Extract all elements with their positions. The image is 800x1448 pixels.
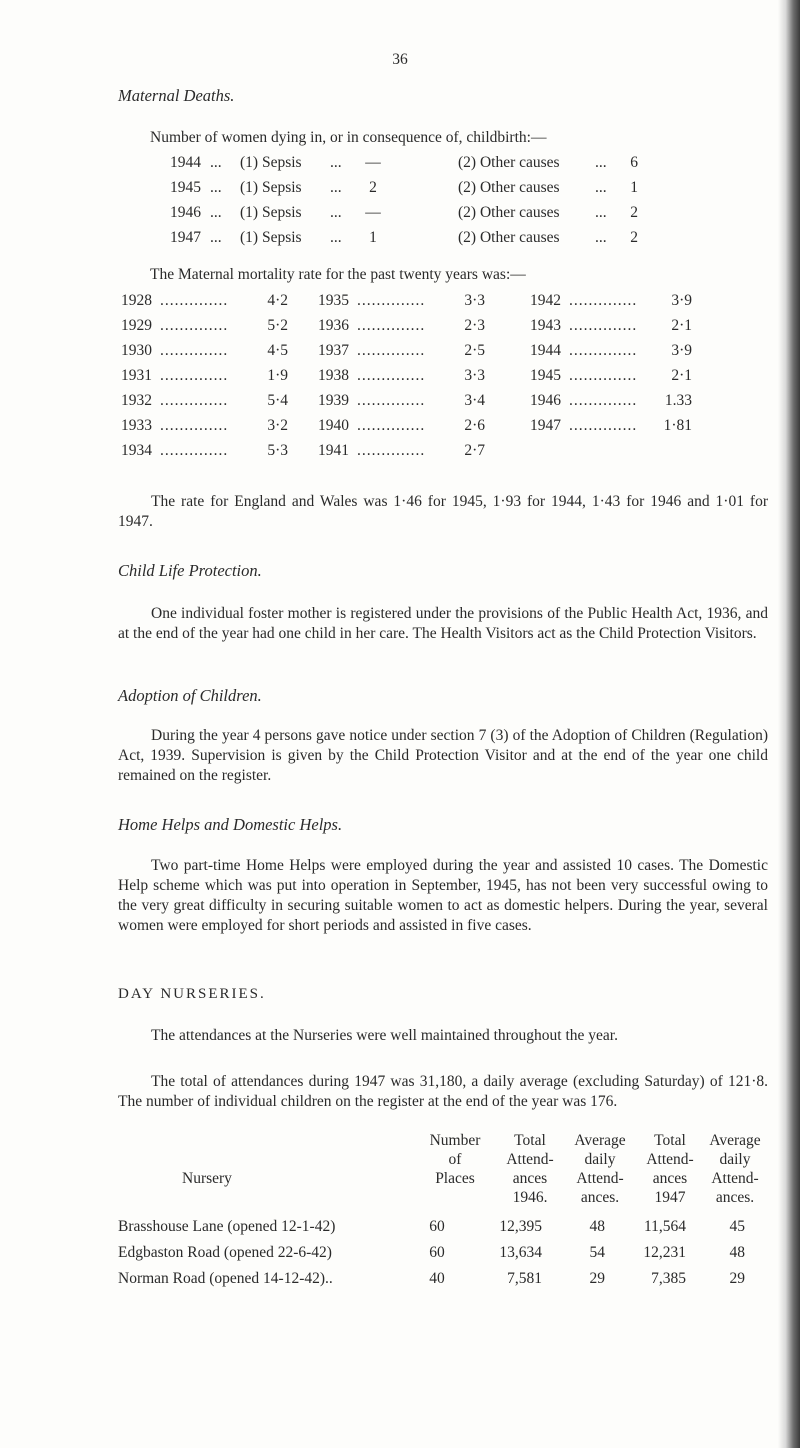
total-1946: 13,634 bbox=[499, 1244, 542, 1261]
other-label: (2) Other causes bbox=[458, 204, 560, 221]
avg-1946: 29 bbox=[589, 1270, 605, 1287]
other-label: (2) Other causes bbox=[458, 154, 560, 171]
sepsis-label: (1) Sepsis bbox=[240, 179, 302, 196]
england-wales-rate: The rate for England and Wales was 1·46 for 1945, 1·93 for 1944, 1·43 for 1946 and 1·01 for 1947. bbox=[118, 493, 768, 530]
header-places: Places bbox=[435, 1170, 475, 1187]
rate-year: 1931 bbox=[121, 367, 152, 384]
rate-year: 1939 bbox=[318, 392, 349, 409]
rate-year: 1934 bbox=[121, 442, 152, 459]
avg-1947: 48 bbox=[729, 1244, 745, 1261]
rate-year: 1933 bbox=[121, 417, 152, 434]
rate-value: 3·3 bbox=[464, 367, 485, 384]
leader: ... bbox=[330, 204, 342, 221]
adoption-text: During the year 4 persons gave notice under section 7 (3) of the Adoption of Children (Regulation) Act, 1939. Supervision is given by the Child Protection Visitor and at the end of the year one child remained on the register. bbox=[118, 727, 768, 784]
rate-year: 1943 bbox=[530, 317, 561, 334]
total-1947: 7,385 bbox=[651, 1270, 686, 1287]
leader: ... bbox=[595, 229, 607, 246]
scanned-page-edge bbox=[778, 0, 800, 1448]
header-total-1947: Attend- bbox=[646, 1151, 694, 1168]
leader: .............. bbox=[569, 317, 638, 334]
header-total-1947: Total bbox=[654, 1132, 686, 1149]
leader: ... bbox=[595, 204, 607, 221]
sepsis-label: (1) Sepsis bbox=[240, 229, 302, 246]
nursery-name: Brasshouse Lane (opened 12-1-42) bbox=[118, 1218, 336, 1235]
header-avg-1947: Attend- bbox=[711, 1170, 759, 1187]
header-total-1946: 1946. bbox=[512, 1189, 548, 1206]
leader: .............. bbox=[357, 442, 426, 459]
leader: .............. bbox=[569, 292, 638, 309]
avg-1946: 54 bbox=[589, 1244, 605, 1261]
header-total-1946: ances bbox=[512, 1170, 548, 1187]
rate-value: 4·2 bbox=[267, 292, 288, 309]
day-nurseries-heading: DAY NURSERIES. bbox=[118, 986, 266, 1002]
year: 1946 bbox=[170, 204, 201, 221]
leader: ... bbox=[595, 179, 607, 196]
sepsis-label: (1) Sepsis bbox=[240, 204, 302, 221]
avg-1946: 48 bbox=[589, 1218, 605, 1235]
rate-value: 5·3 bbox=[267, 442, 288, 459]
total-1946: 7,581 bbox=[507, 1270, 542, 1287]
other-value: 2 bbox=[630, 229, 638, 246]
rate-year: 1929 bbox=[121, 317, 152, 334]
leader: .............. bbox=[357, 292, 426, 309]
total-1947: 11,564 bbox=[643, 1218, 686, 1235]
rate-year: 1936 bbox=[318, 317, 349, 334]
day-nurseries-para2: The total of attendances during 1947 was 31,180, a daily average (excluding Saturday) of 121·8. The number of individual children on the register at the end of the year was 176. bbox=[118, 1073, 768, 1110]
leader: ... bbox=[330, 229, 342, 246]
leader: .............. bbox=[357, 417, 426, 434]
leader: .............. bbox=[160, 292, 229, 309]
places: 40 bbox=[429, 1270, 445, 1287]
rate-value: 1·81 bbox=[663, 417, 692, 434]
leader: .............. bbox=[160, 367, 229, 384]
header-avg-1947: daily bbox=[719, 1151, 751, 1168]
header-avg-1946: ances. bbox=[580, 1189, 620, 1206]
rate-value: 3·3 bbox=[464, 292, 485, 309]
rate-year: 1937 bbox=[318, 342, 349, 359]
avg-1947: 45 bbox=[729, 1218, 745, 1235]
other-label: (2) Other causes bbox=[458, 229, 560, 246]
leader: ... bbox=[330, 179, 342, 196]
header-places: Number bbox=[429, 1132, 481, 1149]
rate-year: 1946 bbox=[530, 392, 561, 409]
places: 60 bbox=[429, 1218, 445, 1235]
leader: ... bbox=[210, 179, 222, 196]
rate-value: 5·4 bbox=[267, 392, 288, 409]
sepsis-value: 1 bbox=[369, 229, 377, 246]
sepsis-label: (1) Sepsis bbox=[240, 154, 302, 171]
total-1946: 12,395 bbox=[499, 1218, 542, 1235]
leader: ... bbox=[595, 154, 607, 171]
leader: .............. bbox=[357, 317, 426, 334]
rate-year: 1930 bbox=[121, 342, 152, 359]
leader: .............. bbox=[357, 342, 426, 359]
header-avg-1946: Average bbox=[574, 1132, 626, 1149]
rate-year: 1928 bbox=[121, 292, 152, 309]
rate-year: 1945 bbox=[530, 367, 561, 384]
sepsis-value: 2 bbox=[369, 179, 377, 196]
sepsis-value: — bbox=[365, 154, 381, 171]
mortality-rate-intro: The Maternal mortality rate for the past twenty years was:— bbox=[150, 266, 526, 283]
year: 1945 bbox=[170, 179, 201, 196]
nursery-name: Norman Road (opened 14-12-42).. bbox=[118, 1270, 333, 1287]
rate-value: 1.33 bbox=[664, 392, 692, 409]
avg-1947: 29 bbox=[729, 1270, 745, 1287]
maternal-deaths-intro: Number of women dying in, or in consequence of, childbirth:— bbox=[150, 129, 547, 146]
header-places: of bbox=[448, 1151, 462, 1168]
home-helps-text: Two part-time Home Helps were employed during the year and assisted 10 cases. The Domestic Help scheme which was put into operation in September, 1945, has not been very successful owing to the very great difficulty in securing suitable women to act as domestic helpers. During the year, several women were employed for short periods and assisted in five cases. bbox=[118, 857, 768, 934]
child-life-text: One individual foster mother is registered under the provisions of the Public Health Act, 1936, and at the end of the year had one child in her care. The Health Visitors act as the Child Protection Visitors. bbox=[118, 605, 768, 642]
rate-value: 2·1 bbox=[671, 367, 692, 384]
leader: .............. bbox=[569, 417, 638, 434]
home-helps-heading: Home Helps and Domestic Helps. bbox=[118, 815, 343, 834]
rate-year: 1940 bbox=[318, 417, 349, 434]
header-avg-1946: Attend- bbox=[576, 1170, 624, 1187]
rate-value: 2·6 bbox=[464, 417, 485, 434]
leader: .............. bbox=[357, 392, 426, 409]
rate-value: 1·9 bbox=[267, 367, 288, 384]
header-total-1947: ances bbox=[652, 1170, 688, 1187]
leader: .............. bbox=[569, 392, 638, 409]
places: 60 bbox=[429, 1244, 445, 1261]
year: 1944 bbox=[170, 154, 201, 171]
leader: ... bbox=[210, 204, 222, 221]
rate-value: 3·4 bbox=[464, 392, 485, 409]
other-value: 6 bbox=[630, 154, 638, 171]
other-value: 1 bbox=[630, 179, 638, 196]
header-total-1946: Total bbox=[514, 1132, 546, 1149]
sepsis-value: — bbox=[365, 204, 381, 221]
rate-year: 1947 bbox=[530, 417, 561, 434]
leader: .............. bbox=[160, 317, 229, 334]
leader: ... bbox=[330, 154, 342, 171]
maternal-deaths-heading: Maternal Deaths. bbox=[118, 86, 235, 105]
page-number: 36 bbox=[392, 51, 408, 68]
leader: .............. bbox=[160, 442, 229, 459]
header-total-1947: 1947 bbox=[654, 1189, 686, 1206]
year: 1947 bbox=[170, 229, 201, 246]
other-label: (2) Other causes bbox=[458, 179, 560, 196]
rate-year: 1935 bbox=[318, 292, 349, 309]
header-avg-1947: ances. bbox=[715, 1189, 755, 1206]
adoption-heading: Adoption of Children. bbox=[118, 686, 262, 705]
rate-value: 2·5 bbox=[464, 342, 485, 359]
total-1947: 12,231 bbox=[643, 1244, 686, 1261]
rate-value: 2·7 bbox=[464, 442, 485, 459]
leader: .............. bbox=[357, 367, 426, 384]
rate-value: 3·2 bbox=[267, 417, 288, 434]
rate-year: 1942 bbox=[530, 292, 561, 309]
child-life-heading: Child Life Protection. bbox=[118, 561, 262, 580]
header-total-1946: Attend- bbox=[506, 1151, 554, 1168]
rate-year: 1938 bbox=[318, 367, 349, 384]
leader: .............. bbox=[160, 392, 229, 409]
rate-value: 5·2 bbox=[267, 317, 288, 334]
leader: .............. bbox=[160, 342, 229, 359]
header-nursery: Nursery bbox=[182, 1170, 232, 1187]
leader: .............. bbox=[569, 342, 638, 359]
rate-value: 2·3 bbox=[464, 317, 485, 334]
header-avg-1946: daily bbox=[584, 1151, 616, 1168]
leader: .............. bbox=[160, 417, 229, 434]
rate-value: 4·5 bbox=[267, 342, 288, 359]
rate-year: 1944 bbox=[530, 342, 561, 359]
rate-year: 1941 bbox=[318, 442, 349, 459]
rate-year: 1932 bbox=[121, 392, 152, 409]
leader: ... bbox=[210, 154, 222, 171]
rate-value: 3·9 bbox=[671, 292, 692, 309]
rate-value: 2·1 bbox=[671, 317, 692, 334]
header-avg-1947: Average bbox=[709, 1132, 761, 1149]
other-value: 2 bbox=[630, 204, 638, 221]
rate-value: 3·9 bbox=[671, 342, 692, 359]
nursery-name: Edgbaston Road (opened 22-6-42) bbox=[118, 1244, 332, 1261]
day-nurseries-para1: The attendances at the Nurseries were well maintained throughout the year. bbox=[151, 1027, 618, 1044]
leader: .............. bbox=[569, 367, 638, 384]
leader: ... bbox=[210, 229, 222, 246]
